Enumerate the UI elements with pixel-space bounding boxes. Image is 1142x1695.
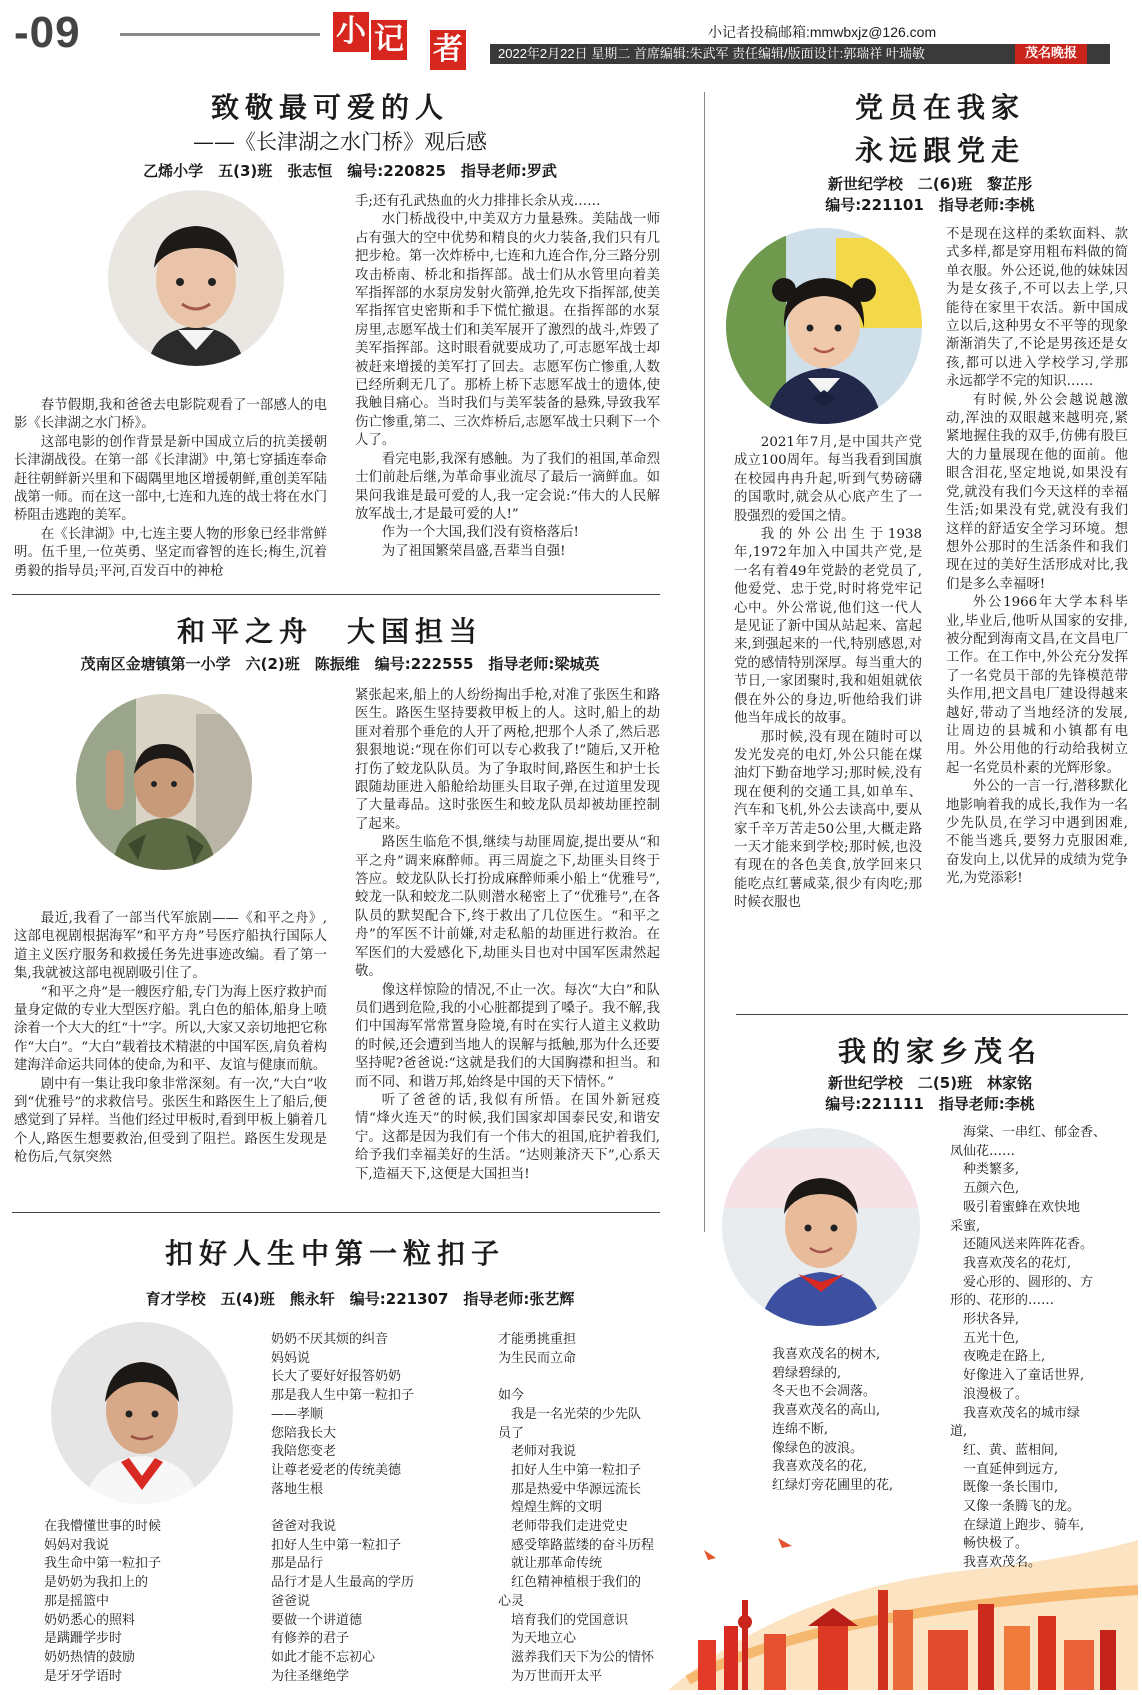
poem-line: 落地生根 <box>271 1481 324 1497</box>
poem-line: 种类繁多, <box>950 1162 1020 1178</box>
article4-title-line2: 永远跟党走 <box>854 134 1025 167</box>
article1-column2 <box>355 193 660 561</box>
poem-line: 奶奶不厌其烦的纠音 <box>271 1332 389 1347</box>
submission-email: 小记者投稿邮箱:mmwbxjz@126.com <box>708 24 937 40</box>
poem-line: 长大了要好好报答奶奶 <box>271 1369 402 1385</box>
paragraph: 有时候,外公会越说越激动,浑浊的双眼越来越明亮,紧紧地握住我的双手,仿佛有股巨大的力量展现在他的面前。他眼含泪花,坚定地说,如果没有党,就没有我们今天这样的幸福生活;如果没有党,就没有我们这样的舒适安全学习环境。想想外公那时的生活条件和我们现在过的美好生活形成对比,我们是多么幸福呀! <box>946 392 1128 592</box>
poem-line: 那是我人生中第一粒扣子 <box>271 1388 415 1404</box>
page-number: -09 <box>14 8 81 57</box>
divider-a1-a2 <box>12 594 660 595</box>
poem-line: ——孝顺 <box>271 1406 324 1422</box>
article1-title: 致敬最可爱的人 <box>210 91 449 124</box>
poem-line: 连绵不断, <box>772 1421 829 1437</box>
poem-line: 那是品行 <box>271 1556 324 1572</box>
article3-poem-column3 <box>498 1331 678 1686</box>
poem-line: 妈妈对我说 <box>44 1537 110 1553</box>
article3-poem-column1 <box>44 1518 244 1686</box>
paragraph: 路医生临危不惧,继续与劫匪周旋,提出要从“和平之舟”调来麻醉师。再三周旋之下,劫匪头目终于答应。蛟龙队队长打扮成麻醉师乘小船上“优雅号”,蛟龙一队和蛟龙二队则潜水秘密上了“优雅号”,在各队员的默契配合下,终于救出了几位医生。“和平之舟”的军医不计前嫌,对走私船的劫匪进行救治。在军医们的大爱感化下,劫匪头目也对中国军医肃然起敬。 <box>355 835 660 980</box>
article5-poem-column2 <box>950 1124 1134 1573</box>
paragraph: 听了爸爸的话,我似有所悟。在国外新冠疫情“烽火连天”的时候,我们国家却国泰民安,和谐安宁。这都是因为我们有一个伟大的祖国,庇护着我们,给予我们幸福美好的生活。“达则兼济天下”,心系天下,造福天下,这便是大国担当! <box>355 1092 660 1182</box>
poem-line: 如此才能不忘初心 <box>271 1649 376 1665</box>
poem-line: 爸爸对我说 <box>271 1519 337 1535</box>
article4-column2 <box>946 226 1128 889</box>
article5-poem-column1 <box>772 1346 932 1496</box>
poem-line <box>271 1499 471 1518</box>
poem-line: 我喜欢茂名的树木, <box>772 1347 881 1362</box>
article1-author-photo <box>108 190 284 366</box>
poem-line: 像绿色的波浪。 <box>772 1440 864 1456</box>
paragraph: 我的外公出生于1938年,1972年加入中国共产党,是一名有着49年党龄的老党员了,他爱党、忠于党,时时将党牢记心中。外公常说,他们这一代人是见证了新中国从站起来、富起来,到强起来的一代,特别感恩,对党的感情特别深厚。每当重大的节日,一家团聚时,我和姐姐就依偎在外公的身边,听他给我们讲他当年成长的故事。 <box>734 527 922 727</box>
poem-line: 浪漫极了。 <box>950 1386 1029 1402</box>
poem-line: 为往圣继绝学 <box>271 1668 350 1684</box>
poem-line: 在我懵懂世事的时候 <box>44 1519 162 1534</box>
article4-byline-2: 编号:221101 指导老师:李桃 <box>825 196 1035 214</box>
article5-author-photo <box>722 1128 920 1326</box>
poem-line: 妈妈说 <box>271 1350 311 1366</box>
paragraph: 看完电影,我深有感触。为了我们的祖国,革命烈士们前赴后继,为革命事业流尽了最后一滴鲜血。如果问我谁是最可爱的人,我一定会说:“伟大的人民解放军战士,才是最可爱的人!” <box>355 451 660 522</box>
poem-line: 老师带我们走进党史 <box>498 1519 629 1535</box>
poem-line: 如今 <box>498 1388 525 1404</box>
poem-line: 为天地立心 <box>498 1631 577 1647</box>
divider-a4-a5 <box>736 1014 1128 1015</box>
poem-line: 爱心形的、圆形的、方 <box>950 1274 1094 1290</box>
article2-title: 和平之舟 大国担当 <box>176 615 483 648</box>
poem-line: 红、黄、蓝相间, <box>950 1442 1059 1458</box>
poem-line: 还随风送来阵阵花香。 <box>950 1237 1094 1253</box>
article5-title: 我的家乡茂名 <box>837 1035 1042 1068</box>
poem-line: 冬天也不会凋落。 <box>772 1384 877 1400</box>
paragraph: 春节假期,我和爸爸去电影院观看了一部感人的电影《长津湖之水门桥》。 <box>14 398 327 432</box>
poem-line <box>498 1368 678 1387</box>
poem-line: 扣好人生中第一粒扣子 <box>271 1537 402 1553</box>
page-number-rule <box>120 33 320 36</box>
article4-column1 <box>734 434 922 913</box>
poem-line: 形的、花形的…… <box>950 1293 1055 1309</box>
article1-column1 <box>14 397 327 581</box>
paragraph: 手;还有孔武热血的火力排排长余从戎…… <box>355 194 601 209</box>
poem-line: 那是摇篮中 <box>44 1593 110 1609</box>
poem-line: 要做一个讲道德 <box>271 1612 363 1628</box>
paragraph: 最近,我看了一部当代军旅剧——《和平之舟》,这部电视剧根据海军“和平方舟”号医疗船执行国际人道主义医疗服务和救援任务先进事迹改编。看了第一集,我就被这部电视剧吸引住了。 <box>14 911 327 982</box>
poem-line: 我喜欢茂名。 <box>950 1555 1042 1571</box>
paragraph: 为了祖国繁荣昌盛,吾辈当自强! <box>381 543 566 559</box>
paragraph: 2021年7月,是中国共产党成立100周年。每当我看到国旗在校园冉冉升起,听到气势磅礴的国歌时,就会从心底产生了一股强烈的爱国之情。 <box>734 435 922 524</box>
paragraph: 作为一个大国,我们没有资格落后! <box>381 525 579 541</box>
paragraph: “和平之舟”是一艘医疗船,专门为海上医疗救护而量身定做的专业大型医疗船。乳白色的船体,船身上喷涂着一个大大的红“十”字。所以,大家又亲切地把它称作“大白”。“大白”载着技术精湛的中国军医,肩负着构建海洋命运共同体的使命,为和平、友谊与健康而航。 <box>14 984 327 1074</box>
paragraph: 在《长津湖》中,七连主要人物的形象已经非常鲜明。伍千里,一位英勇、坚定而睿智的连长;梅生,沉着勇毅的指导员;平河,百发百中的神枪 <box>14 526 327 579</box>
poem-line: 形状各异, <box>950 1312 1020 1328</box>
section-badge-3: 者 <box>430 30 466 70</box>
article3-author-photo <box>51 1322 233 1504</box>
article5-byline-1: 新世纪学校 二(5)班 林家铭 <box>827 1074 1033 1092</box>
poem-line: 为生民而立命 <box>498 1350 577 1366</box>
article1-subtitle: ——《长津湖之水门桥》观后感 <box>193 130 487 154</box>
article3-title: 扣好人生中第一粒扣子 <box>164 1237 505 1270</box>
poem-line: 碧绿碧绿的, <box>772 1365 842 1381</box>
poem-line: 奶奶热情的鼓励 <box>44 1649 136 1665</box>
poem-line: 五光十色, <box>950 1330 1020 1346</box>
poem-line: 扣好人生中第一粒扣子 <box>498 1462 642 1478</box>
poem-line: 为万世而开太平 <box>498 1668 603 1684</box>
poem-line: 五颜六色, <box>950 1181 1020 1197</box>
poem-line: 滋养我们天下为公的情怀 <box>498 1649 655 1665</box>
paragraph: 外公的一言一行,潜移默化地影响着我的成长,我作为一名少先队员,在学习中遇到困难,不能当逃兵,要努力克服困难,奋发向上,以优异的成绩为党争光,为党添彩! <box>946 779 1128 887</box>
poem-line: 是蹒跚学步时 <box>44 1631 123 1647</box>
article4-title-line1: 党员在我家 <box>854 91 1025 124</box>
poem-line: 采蜜, <box>950 1218 981 1234</box>
poem-line: 我喜欢茂名的高山, <box>772 1403 881 1419</box>
article1-byline: 乙烯小学 五(3)班 张志恒 编号:220825 指导老师:罗武 <box>143 162 557 180</box>
poem-line: 那是热爱中华源远流长 <box>498 1481 642 1497</box>
poem-line: 凤仙花…… <box>950 1143 1016 1159</box>
article2-column1 <box>14 910 327 1168</box>
newspaper-logo: 茂名晚报 <box>1015 44 1087 64</box>
poem-line: 让尊老爱老的传统美德 <box>271 1462 402 1478</box>
paragraph: 水门桥战役中,中美双方力量悬殊。美陆战一师占有强大的空中优势和精良的火力装备,我们只有几把步枪。第一次炸桥中,七连和九连合作,分三路分别攻击桥南、桥北和指挥部。战士们从水管里向着美军指挥部的水泵房发射火箭弹,抢先攻下指挥部,使美军指挥官史密斯和手下慌忙撤退。在指挥部的水泵房里,志愿军战士们和美军展开了激烈的战斗,炸毁了美军指挥部。这时眼看就要成功了,可志愿军战士却被赶来增援的美军打了回去。志愿军伤亡惨重,人数已经所剩无几了。那桥上桥下志愿军战士的遗体,使我触目痛心。当时我们与美军装备的悬殊,导致我军伤亡惨重,第二、三次炸桥后,志愿军战士只剩下一个人了。 <box>355 212 660 449</box>
poem-line: 又像一条腾飞的龙。 <box>950 1499 1081 1515</box>
section-badge-2: 记 <box>371 20 407 60</box>
paragraph: 不是现在这样的柔软面料、款式多样,都是穿用粗布料做的简单衣服。外公还说,他的妹妹因为是女孩子,不可以去上学,只能待在家里干农活。新中国成立以后,这种男女不平等的现象渐渐消失了,不论是男孩还是女孩,都可以进入学校学习,学那永远都学不完的知识…… <box>946 227 1128 390</box>
poem-line: 我喜欢茂名的花, <box>772 1459 868 1475</box>
poem-line: 爸爸说 <box>271 1593 311 1609</box>
section-badge-1: 小 <box>333 12 369 52</box>
poem-line: 煌煌生辉的文明 <box>498 1500 603 1516</box>
paragraph: 像这样惊险的情况,不止一次。每次“大白”和队员们遇到危险,我的小心脏都提到了嗓子。我不解,我们中国海军常常置身险境,有时在实行人道主义救助的时候,还会遭到当地人的误解与抵触,那为什么还要坚持呢?爸爸说:“这就是我们的大国胸襟和担当。和而不同、和谐万邦,始终是中国的天下情怀。” <box>355 982 660 1090</box>
article3-poem-column2 <box>271 1331 471 1686</box>
article2-column2 <box>355 687 660 1184</box>
poem-line: 就让那革命传统 <box>498 1556 603 1572</box>
poem-line: 我陪您变老 <box>271 1444 337 1460</box>
poem-line: 您陪我长大 <box>271 1425 337 1441</box>
poem-line: 才能勇挑重担 <box>498 1332 577 1347</box>
poem-line: 感受筚路蓝缕的奋斗历程 <box>498 1537 655 1553</box>
paragraph: 剧中有一集让我印象非常深刻。有一次,“大白”收到“优雅号”的求救信号。张医生和路医生上了船后,便感觉到了异样。当他们经过甲板时,看到甲板上躺着几个人,路医生想要救治,但受到了阻拦。路医生发现是枪伤后,气氛突然 <box>14 1076 327 1166</box>
poem-line: 夜晚走在路上, <box>950 1349 1046 1365</box>
paragraph: 紧张起来,船上的人纷纷掏出手枪,对准了张医生和路医生。路医生坚持要救甲板上的人。这时,船上的劫匪对着那个垂危的人开了两枪,把那个人杀了,然后恶狠狠地说:“现在你们可以专心救我了!”随后,又开枪打伤了蛟龙队队员。为了争取时间,路医生和护士长跟随劫匪进入船舱给劫匪头目取子弹,在过道里发现了大量毒品。这时张医生和蛟龙队员却被劫匪控制了起来。 <box>355 688 660 832</box>
paragraph: 这部电影的创作背景是新中国成立后的抗美援朝长津湖战役。在第一部《长津湖》中,第七穿插连奉命赶往朝鲜新兴里和下碣隅里地区增援朝鲜,重创美军陆战第一师。而在这一部中,七连和九连的战士将在水门桥阻击逃跑的美军。 <box>14 434 327 524</box>
issue-info-bar: 2022年2月22日 星期二 首席编辑:朱武军 责任编辑/版面设计:郭瑞祥 叶瑞敏 <box>490 44 1110 64</box>
poem-line: 我是一名光荣的少先队 <box>498 1406 642 1422</box>
poem-line: 我喜欢茂名的花灯, <box>950 1255 1072 1271</box>
poem-line: 有修养的君子 <box>271 1631 350 1647</box>
poem-line: 海棠、一串红、郁金香、 <box>950 1125 1107 1140</box>
paragraph: 那时候,没有现在随时可以发光发亮的电灯,外公只能在煤油灯下勤奋地学习;那时候,没有现在便利的交通工具,如单车、汽车和飞机,外公去读高中,要从家千辛万苦走50公里,大概走路一天才能来到学校;那时候,也没有现在的各色美食,放学回来只能吃点红薯咸菜,很少有肉吃;那时候衣服也 <box>734 729 922 911</box>
article3-byline: 育才学校 五(4)班 熊永轩 编号:221307 指导老师:张艺辉 <box>145 1290 575 1308</box>
poem-line: 吸引着蜜蜂在欢快地 <box>950 1199 1081 1215</box>
poem-line: 奶奶悉心的照料 <box>44 1612 136 1628</box>
poem-line: 培育我们的党国意识 <box>498 1612 629 1628</box>
article4-byline-1: 新世纪学校 二(6)班 黎芷彤 <box>827 175 1033 193</box>
poem-line: 红色精神植根于我们的 <box>498 1575 642 1591</box>
poem-line: 既像一条长围巾, <box>950 1480 1059 1496</box>
poem-line: 员了 <box>498 1425 525 1441</box>
poem-line: 道, <box>950 1424 968 1440</box>
poem-line: 红绿灯旁花圃里的花, <box>772 1477 894 1493</box>
poem-line: 品行才是人生最高的学历 <box>271 1575 415 1591</box>
poem-line: 是牙牙学语时 <box>44 1668 123 1684</box>
poem-line: 是奶奶为我扣上的 <box>44 1575 149 1591</box>
article4-author-photo <box>726 228 922 424</box>
poem-line: 一直延伸到远方, <box>950 1461 1059 1477</box>
poem-line: 在绿道上跑步、骑车, <box>950 1517 1085 1533</box>
poem-line: 好像进入了童话世界, <box>950 1368 1085 1384</box>
article5-byline-2: 编号:221111 指导老师:李桃 <box>825 1095 1035 1113</box>
poem-line: 我喜欢茂名的城市绿 <box>950 1405 1081 1421</box>
article2-byline: 茂南区金塘镇第一小学 六(2)班 陈振维 编号:222555 指导老师:梁城英 <box>80 655 600 673</box>
poem-line: 畅快极了。 <box>950 1536 1029 1552</box>
column-divider <box>704 92 705 1232</box>
divider-a2-a3 <box>12 1212 660 1213</box>
poem-line: 我生命中第一粒扣子 <box>44 1556 162 1572</box>
poem-line: 心灵 <box>498 1593 525 1609</box>
poem-line: 老师对我说 <box>498 1444 577 1460</box>
paragraph: 外公1966年大学本科毕业,毕业后,他听从国家的安排,被分配到海南文昌,在文昌电厂工作。在工作中,外公充分发挥了一名党员干部的先锋模范带头作用,把文昌电厂建设得越来越好,带动了当地经济的发展,让周边的县城和小镇都有电用。外公用他的行动给我树立起一名党员朴素的光辉形象。 <box>946 595 1128 776</box>
article2-author-photo <box>76 694 252 870</box>
